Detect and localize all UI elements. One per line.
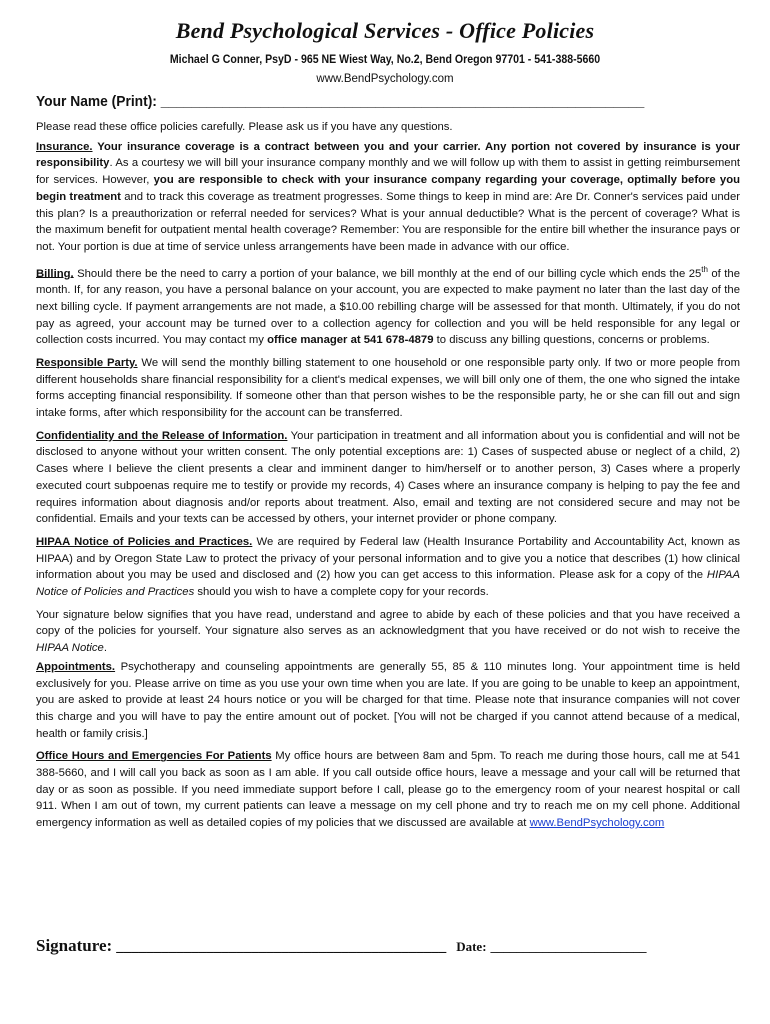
name-field[interactable] [36, 93, 680, 110]
insurance-text-2: and to track this coverage as treatment progresses. Some things to keep in mind are: Are Dr. Conner's services paid under this plan? Is a preauthorization or referral needed for services? What is your annual deductible? What is the percent of coverage? What is the maximum benefit for outpatient mental health coverage? Remember: You are responsible for the entire bill whether the insurance pays or not. Your portion is due at time of service unless arrangements have been made in advance with our office. [36, 190, 740, 253]
billing-text-2: of the month. If, for any reason, you have a personal balance on your account, you are expected to make payment no later than the last day of the next billing cycle. If payment arrangements are not made, a $10.00 rebilling charge will be assessed for that month. Ultimately, if you do not pay as agreed, your account may be turned over to a collection agency for collection and you will be held responsible for any legal or collection costs incurred. You may contact my [36, 267, 740, 347]
billing-text-1: Should there be the need to carry a portion of your balance, we bill monthly at the end of our billing cycle which ends the 25 [73, 267, 702, 280]
hipaa-heading: HIPAA Notice of Policies and Practices. [36, 535, 253, 548]
confidentiality-heading: Confidentiality and the Release of Information. [36, 429, 288, 442]
signature-note-text-2: . [103, 642, 107, 655]
intro-text: Please read these office policies carefully. Please ask us if you have any questions. [36, 121, 453, 133]
signature-line[interactable]: ____________________________________________ [116, 939, 447, 955]
signature-note-hipaa: HIPAA Notice [36, 642, 104, 655]
insurance-text-1: . As a courtesy we will bill your insurance company monthly and we will follow up with them to assist in getting reimbursement for services. However, [36, 157, 740, 187]
name-field-blank[interactable]: _______________________________________________________________ [160, 93, 645, 110]
policy-body [36, 119, 740, 838]
signature-row [36, 936, 746, 956]
responsible-party-section [36, 355, 740, 422]
billing-superscript: th [701, 264, 708, 274]
confidentiality-section [36, 428, 740, 528]
document-title: Bend Psychological Services - Office Policies [175, 18, 595, 43]
office-hours-section [36, 748, 740, 832]
signature-note-text-1: Your signature below signifies that you have read, understand and agree to abide by each of these policies and that you have received a copy of the policies for yourself. Your signature also serves as an acknowledgment that you have received or do not wish to receive the [36, 608, 740, 638]
billing-text-3: to discuss any billing questions, concerns or problems. [433, 334, 710, 347]
hipaa-text-1: We are required by Federal law (Health Insurance Portability and Accountability Act, known as HIPAA) and by Oregon State Law to protect the privacy of your personal information and to give you a notice that describes (1) how clinical information about you may be used and disclosed and (2) how you can get access to this information. Please ask for a copy of the [36, 535, 740, 582]
insurance-bold-1: Your insurance coverage is a contract between you and your carrier. Any portion not covered by insurance is your responsibility [36, 140, 740, 170]
name-field-label: Your Name (Print): [36, 93, 157, 110]
office-hours-text: My office hours are between 8am and 5pm. To reach me during those hours, call me at 541 388-5660, and I will call you back as soon as I am able. If you call outside office hours, leave a message and your call will be returned that day or as soon as possible. If you need immediate support before I call, please go to the emergency room of your nearest hospital or call 911. When I am out of town, my current patients can leave a message on my cell phone and try to reach me on my cell phone. Additional emergency information as well as detailed copies of my policies that we discussed are available at [36, 750, 740, 830]
hipaa-section [36, 534, 740, 601]
hipaa-notice-title: HIPAA Notice of Policies and Practices [36, 569, 740, 599]
website-link[interactable]: www.BendPsychology.com [529, 817, 665, 830]
billing-heading: Billing. [36, 267, 74, 280]
insurance-section [36, 139, 740, 256]
appointments-section [36, 659, 740, 743]
insurance-heading: Insurance. [36, 140, 93, 153]
office-hours-heading: Office Hours and Emergencies For Patients [36, 750, 272, 763]
billing-office-manager: office manager at 541 678-4879 [267, 334, 434, 347]
confidentiality-text: Your participation in treatment and all information about you is confidential and will not be disclosed to anyone without your written consent. The only potential exceptions are: 1) Cases of suspected abuse or neglect of a child, 2) Cases where I believe the client presents a clear and imminent danger to him/herself or to another person, 3) Cases where a properly executed court subpoenas require me to testify or provide my records, 4) Cases where an insurance company is helping to pay the fee and requires information about diagnosis and/or reports about treatment. Also, email and texting are not considered secure and may not be confidential. Emails and your texts can be accessed by others, your internet provider or phone company. [36, 429, 740, 526]
practice-address: Michael G Conner, PsyD - 965 NE Wiest Way, No.2, Bend Oregon 97701 - 541-388-5660 [169, 54, 601, 66]
hipaa-text-2: should you wish to have a complete copy for your records. [194, 586, 489, 599]
appointments-heading: Appointments. [36, 660, 116, 673]
date-line[interactable]: ________________________ [490, 939, 647, 954]
responsible-party-text: We will send the monthly billing statement to one household or one responsible party only. If two or more people from different households share financial responsibility for a client's medical expenses, we will bill only one of them, the one who signed the intake forms accepting financial responsibility. If someone other than that person wishes to be the responsible party, he or she can fill out and sign intake forms, after which responsibility for the account can be transferred. [36, 356, 740, 420]
signature-note-section [36, 607, 740, 657]
signature-label: Signature: [36, 936, 113, 955]
practice-website: www.BendPsychology.com [316, 73, 454, 85]
responsible-party-heading: Responsible Party. [36, 356, 138, 369]
billing-section [36, 262, 740, 349]
insurance-bold-2: you are responsible to check with your insurance company regarding your coverage, optimally before you begin treatment [36, 174, 740, 203]
date-label: Date: [456, 939, 487, 954]
appointments-text: Psychotherapy and counseling appointments are generally 55, 85 & 110 minutes long. Your appointment time is held exclusively for you. Please arrive on time as you use your own time when you are late. If you are going to be unable to keep an appointment, you are asked to provide at least 24 hours notice or you will be charged for that time. Please note that insurance companies will not cover this charge and you will have to pay the entire amount out of pocket. [You will not be charged if you cannot attend because of a medical, health or family crisis.] [36, 660, 740, 740]
